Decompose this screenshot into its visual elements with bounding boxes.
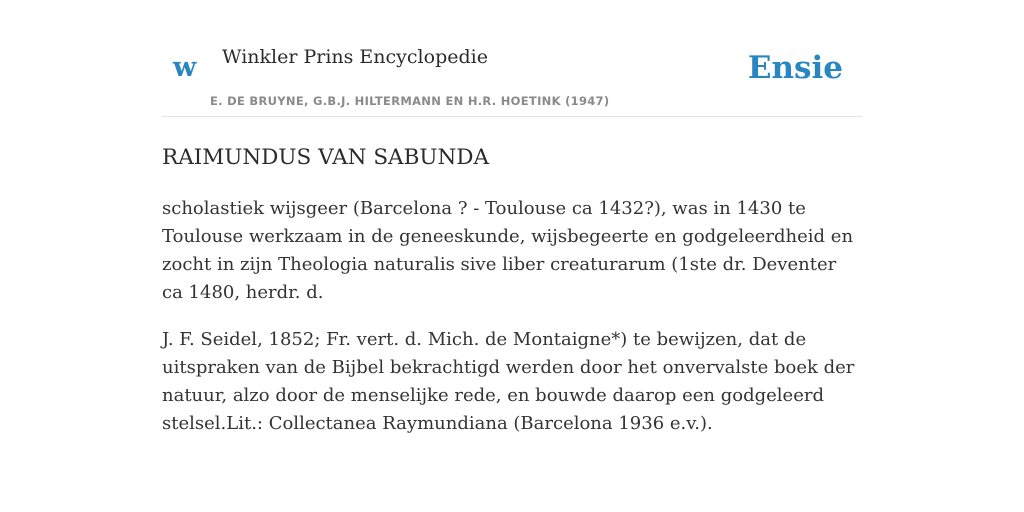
article-title: RAIMUNDUS VAN SABUNDA — [162, 145, 490, 170]
source-header — [162, 40, 862, 117]
brand-logo-link[interactable]: Ensie — [747, 50, 843, 86]
source-authors: E. DE BRUYNE, G.B.J. HILTERMANN EN H.R. HOETINK (1947) — [210, 94, 610, 108]
article-container — [162, 40, 862, 438]
source-title[interactable]: Winkler Prins Encyclopedie — [222, 46, 488, 68]
article-paragraph: scholastiek wijsgeer (Barcelona ? - Toulouse ca 1432?), was in 1430 te Toulouse werkzaam in de geneeskunde, wijsbegeerte en godgeleerdheid en zocht in zijn Theologia naturalis sive liber creaturarum (1ste dr. Deventer ca 1480, herdr. d. — [162, 197, 854, 303]
article-paragraph: J. F. Seidel, 1852; Fr. vert. d. Mich. de Montaigne*) te bewijzen, dat de uitspraken van de Bijbel bekrachtigd werden door het onvervalste boek der natuur, alzo door de menselijke rede, en bouwde daarop een godgeleerd stelsel.Lit.: Collectanea Raymundiana (Barcelona 1936 e.v.). — [162, 328, 855, 434]
source-logo[interactable]: w — [173, 52, 197, 83]
